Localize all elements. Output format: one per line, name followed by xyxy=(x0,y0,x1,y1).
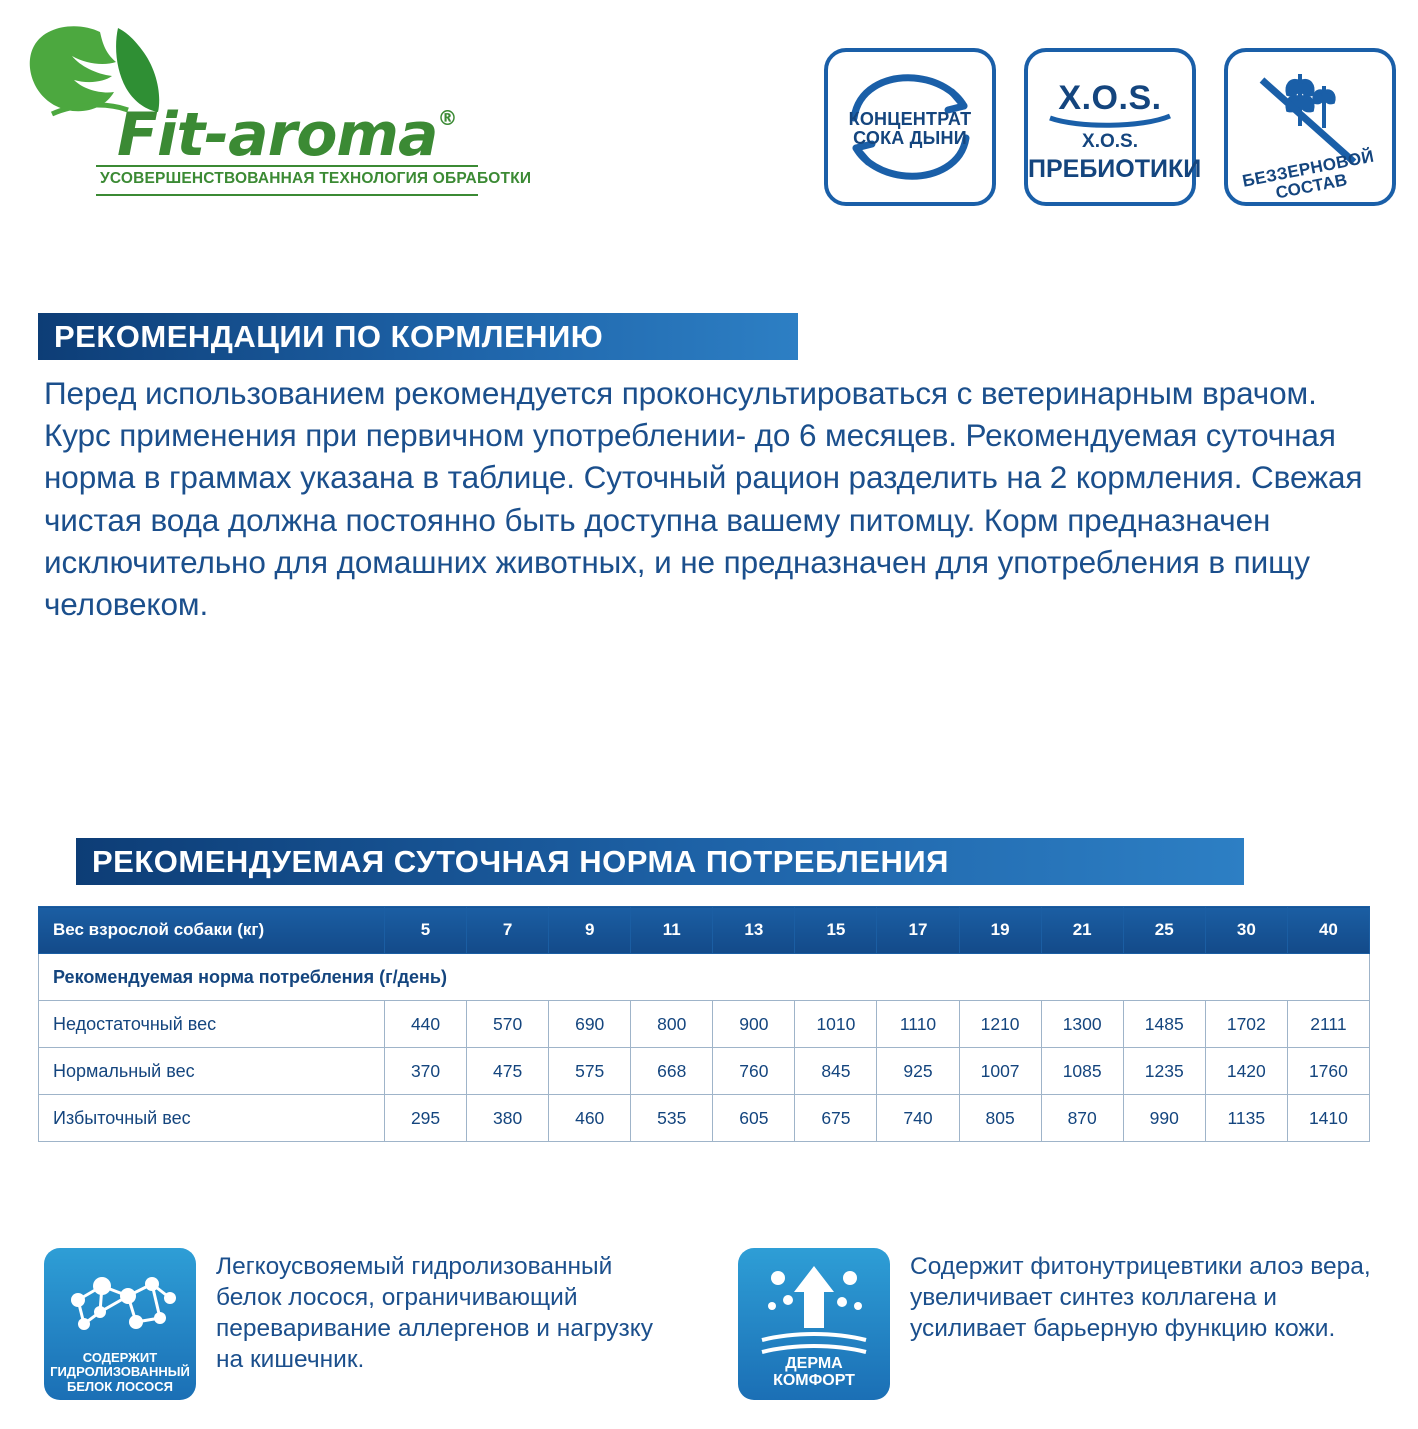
cell-overweight-1: 380 xyxy=(467,1095,549,1142)
table-head xyxy=(39,907,1370,954)
cell-normal-3: 668 xyxy=(631,1048,713,1095)
cell-underweight-8: 1300 xyxy=(1041,1001,1123,1048)
table-header-weight-3: 11 xyxy=(631,907,713,954)
molecule-caption-line3: БЕЛОК ЛОСОСЯ xyxy=(67,1378,173,1394)
cell-overweight-4: 605 xyxy=(713,1095,795,1142)
cell-overweight-3: 535 xyxy=(631,1095,713,1142)
table-row xyxy=(39,1095,1370,1142)
logo-divider-bottom xyxy=(96,194,478,196)
cell-underweight-4: 900 xyxy=(713,1001,795,1048)
cell-normal-7: 1007 xyxy=(959,1048,1041,1095)
brand-name xyxy=(117,100,456,170)
brand-tagline: УСОВЕРШЕНСТВОВАННАЯ ТЕХНОЛОГИЯ ОБРАБОТКИ xyxy=(100,170,532,187)
cell-underweight-6: 1110 xyxy=(877,1001,959,1048)
badge-xos-title: X.O.S. xyxy=(1058,79,1162,117)
cell-underweight-1: 570 xyxy=(467,1001,549,1048)
table-header-weight-6: 17 xyxy=(877,907,959,954)
molecule-caption-line1: СОДЕРЖИТ xyxy=(82,1350,158,1366)
cell-normal-5: 845 xyxy=(795,1048,877,1095)
table-header-weight-5: 15 xyxy=(795,907,877,954)
feature-derma-comfort xyxy=(738,1248,1378,1400)
row-label-underweight: Недостаточный вес xyxy=(39,1001,385,1048)
table-row xyxy=(39,1048,1370,1095)
badge-grain-free-label: БЕЗЗЕРНОВОЙ СОСТАВ xyxy=(1240,146,1376,203)
cell-normal-1: 475 xyxy=(467,1048,549,1095)
cell-underweight-0: 440 xyxy=(385,1001,467,1048)
feature-salmon-text: Легкоусвояемый гидролизованный белок лосося, ограничивающий переваривание аллергенов и нагрузку на кишечник. xyxy=(216,1253,653,1373)
cell-underweight-10: 1702 xyxy=(1205,1001,1287,1048)
cell-normal-11: 1760 xyxy=(1287,1048,1369,1095)
feeding-heading: РЕКОМЕНДАЦИИ ПО КОРМЛЕНИЮ xyxy=(38,313,798,360)
badge-melon-label xyxy=(828,110,992,149)
table-header-weight-11: 40 xyxy=(1287,907,1369,954)
row-label-normal: Нормальный вес xyxy=(39,1048,385,1095)
header-bar xyxy=(0,0,1418,225)
derma-arrow-icon xyxy=(738,1248,890,1400)
badge-melon-juice-concentrate xyxy=(824,48,996,206)
table-subheader-row xyxy=(39,954,1370,1001)
feature-hydrolyzed-salmon-protein xyxy=(44,1248,684,1400)
norm-heading: РЕКОМЕНДУЕМАЯ СУТОЧНАЯ НОРМА ПОТРЕБЛЕНИЯ xyxy=(76,838,1244,885)
table-body xyxy=(39,954,1370,1142)
feature-derma-text: Содержит фитонутрицевтики алоэ вера, увеличивает синтез коллагена и усиливает барьерную функцию кожи. xyxy=(910,1253,1371,1342)
cell-underweight-9: 1485 xyxy=(1123,1001,1205,1048)
table-header-weight-0: 5 xyxy=(385,907,467,954)
cell-overweight-6: 740 xyxy=(877,1095,959,1142)
cell-normal-2: 575 xyxy=(549,1048,631,1095)
feature-row xyxy=(44,1248,1384,1400)
cell-overweight-5: 675 xyxy=(795,1095,877,1142)
table-header-weight-label: Вес взрослой собаки (кг) xyxy=(39,907,385,954)
molecule-icon xyxy=(44,1248,196,1400)
cell-overweight-8: 870 xyxy=(1041,1095,1123,1142)
table-header-weight-7: 19 xyxy=(959,907,1041,954)
cell-underweight-5: 1010 xyxy=(795,1001,877,1048)
badge-xos-caption: ПРЕБИОТИКИ xyxy=(1028,155,1202,183)
cell-underweight-2: 690 xyxy=(549,1001,631,1048)
cell-normal-6: 925 xyxy=(877,1048,959,1095)
brand-logo xyxy=(22,18,532,193)
badge-grain-free xyxy=(1224,48,1396,206)
table-row xyxy=(39,1001,1370,1048)
derma-icon-caption xyxy=(738,1355,890,1390)
badge-xos-prebiotics xyxy=(1024,48,1202,206)
table-header-weight-4: 13 xyxy=(713,907,795,954)
cell-overweight-7: 805 xyxy=(959,1095,1041,1142)
molecule-icon-caption xyxy=(44,1351,196,1394)
cell-overweight-2: 460 xyxy=(549,1095,631,1142)
cell-normal-9: 1235 xyxy=(1123,1048,1205,1095)
table-header-weight-9: 25 xyxy=(1123,907,1205,954)
row-label-overweight: Избыточный вес xyxy=(39,1095,385,1142)
daily-norm-table xyxy=(38,906,1370,1142)
table-header-weight-8: 21 xyxy=(1041,907,1123,954)
derma-caption-line2: КОМФОРТ xyxy=(773,1372,855,1390)
cell-normal-8: 1085 xyxy=(1041,1048,1123,1095)
registered-mark: ® xyxy=(437,106,457,130)
derma-graphic xyxy=(738,1248,890,1368)
cell-overweight-10: 1135 xyxy=(1205,1095,1287,1142)
brand-name-text: Fit-aroma xyxy=(117,100,438,170)
table-header-row xyxy=(39,907,1370,954)
cell-normal-4: 760 xyxy=(713,1048,795,1095)
badge-xos-subtitle: X.O.S. xyxy=(1082,131,1138,152)
cell-normal-0: 370 xyxy=(385,1048,467,1095)
cell-underweight-7: 1210 xyxy=(959,1001,1041,1048)
cell-overweight-9: 990 xyxy=(1123,1095,1205,1142)
cell-overweight-11: 1410 xyxy=(1287,1095,1369,1142)
table-header-weight-2: 9 xyxy=(549,907,631,954)
badge-melon-line2: СОКА ДЫНИ xyxy=(853,128,967,149)
derma-caption-line1: ДЕРМА xyxy=(785,1354,843,1372)
badge-melon-line1: КОНЦЕНТРАТ xyxy=(848,109,972,129)
daily-norm-block xyxy=(38,838,1378,1142)
cell-underweight-3: 800 xyxy=(631,1001,713,1048)
table-header-weight-10: 30 xyxy=(1205,907,1287,954)
cell-overweight-0: 295 xyxy=(385,1095,467,1142)
cell-normal-10: 1420 xyxy=(1205,1048,1287,1095)
cell-underweight-11: 2111 xyxy=(1287,1001,1369,1048)
table-subheader: Рекомендуемая норма потребления (г/день) xyxy=(39,954,1370,1001)
molecule-caption-line2: ГИДРОЛИЗОВАННЫЙ xyxy=(50,1364,190,1380)
feeding-paragraph: Перед использованием рекомендуется проконсультироваться с ветеринарным врачом. Курс применения при первичном употреблении- до 6 месяцев. Рекомендуемая суточная норма в граммах указана в таблице. Суточный рацион разделить на 2 кормления. Свежая чистая вода должна постоянно быть доступна вашему питомцу. Корм предназначен исключительно для домашних животных, и не предназначен для употребления в пищу человеком. xyxy=(44,375,1363,623)
table-header-weight-1: 7 xyxy=(467,907,549,954)
badge-row xyxy=(824,48,1396,206)
